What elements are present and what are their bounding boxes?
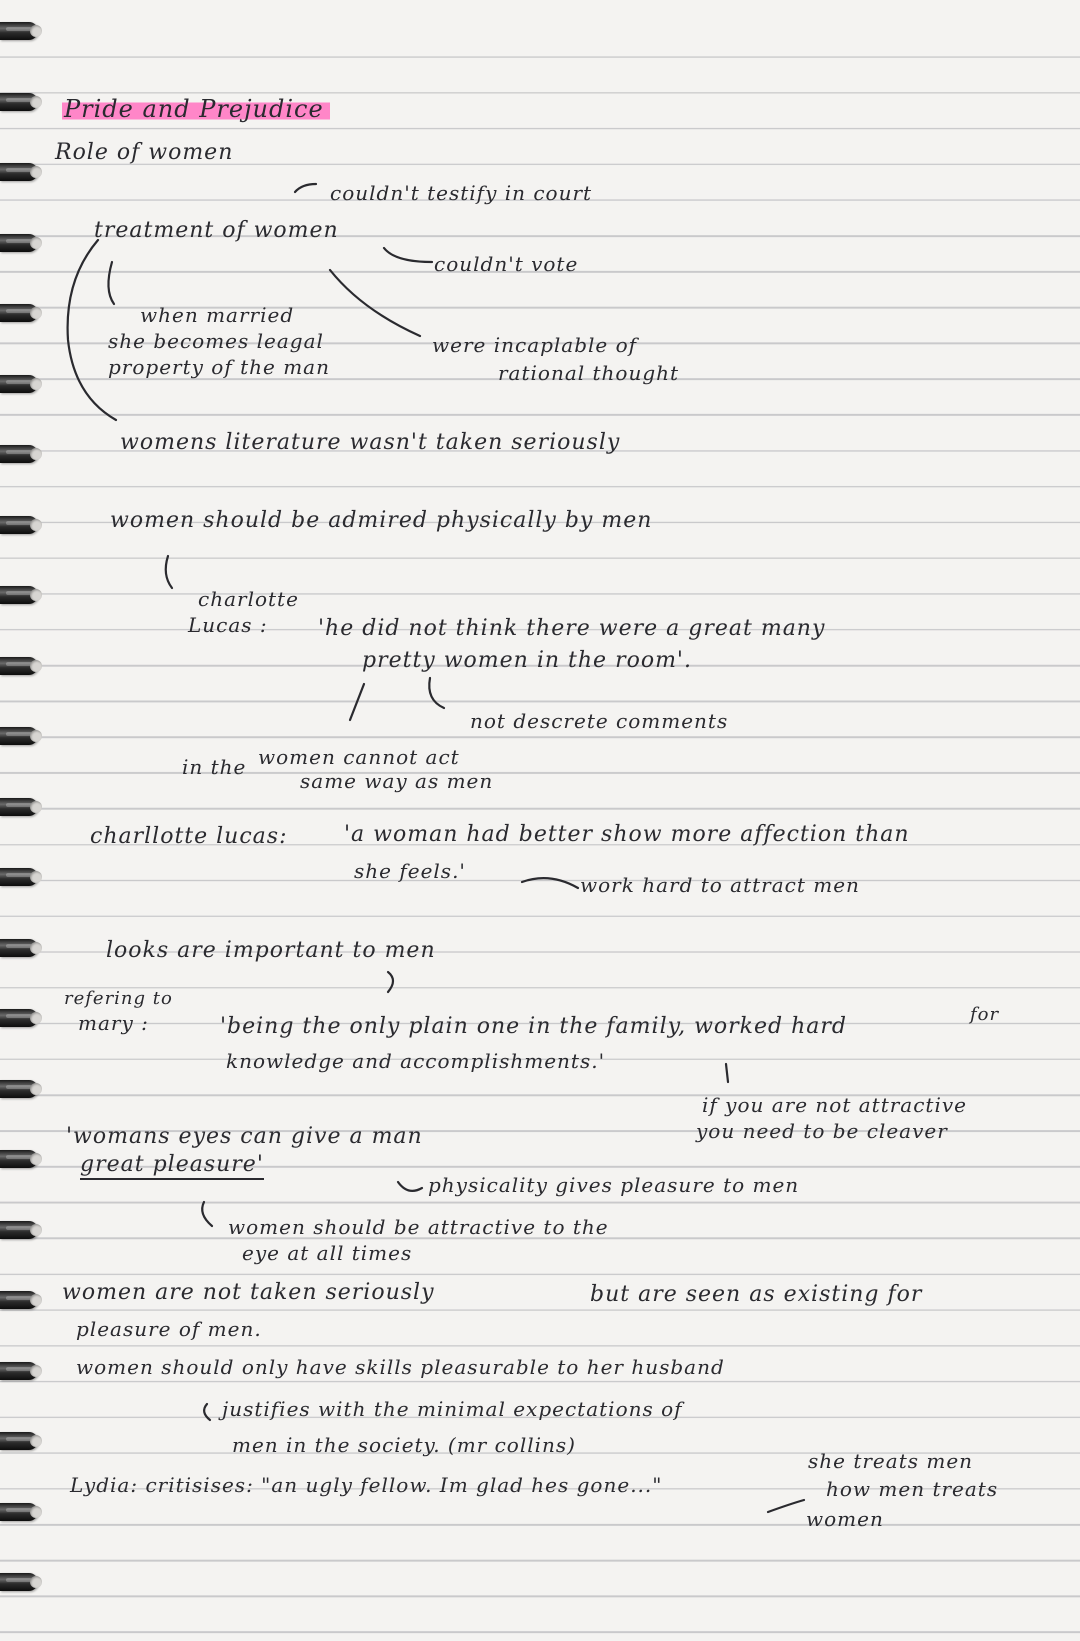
conclusion-line1a: women are not taken seriously	[62, 1280, 435, 1305]
looks-quote-line1: 'being the only plain one in the family, worked hard	[220, 1014, 847, 1039]
spiral-binding	[0, 0, 50, 1641]
binding-hole	[30, 801, 42, 813]
looks-note-line2: you need to be cleaver	[696, 1119, 948, 1143]
binding-hole	[30, 307, 42, 319]
admired-speaker-line2: Lucas :	[188, 613, 268, 637]
incapable-stroke	[330, 270, 420, 336]
admired-note-discrete: not descrete comments	[470, 709, 729, 733]
charlotte-bracket-stroke	[166, 556, 172, 588]
work-arrow-stroke	[522, 878, 578, 888]
admired-heading: women should be admired physically by men	[110, 508, 653, 533]
treatment-branch-court: couldn't testify in court	[330, 181, 593, 205]
treatment-incapable-line1: were incaplable of	[432, 333, 638, 357]
binding-hole	[30, 1506, 42, 1518]
conclusion-note-line2: how men treats	[826, 1477, 999, 1501]
binding-hole	[30, 1435, 42, 1447]
treatment-branch-vote: couldn't vote	[434, 252, 579, 276]
treatment-heading: treatment of women	[94, 218, 339, 243]
admired-note-work: work hard to attract men	[580, 873, 860, 897]
binding-hole	[30, 1365, 42, 1377]
looks-ref-line2: mary :	[78, 1011, 149, 1035]
conclusion-line5: men in the society. (mr collins)	[232, 1433, 576, 1457]
physicality-tilde-stroke	[398, 1182, 422, 1191]
binding-hole	[30, 519, 42, 531]
binding-hole	[30, 730, 42, 742]
conclusion-line1b: but are seen as existing for	[590, 1282, 923, 1307]
admired-speaker2: charllotte lucas:	[90, 824, 288, 849]
lydia-bracket-stroke	[768, 1500, 804, 1512]
treatment-literature: womens literature wasn't taken seriously	[120, 430, 621, 455]
eyes-note-attr-line1: women should be attractive to the	[228, 1215, 609, 1239]
eyes-note-attr-line2: eye at all times	[242, 1241, 413, 1265]
binding-hole	[30, 1083, 42, 1095]
eyes-quote-line1: 'womans eyes can give a man	[66, 1124, 423, 1149]
treatment-married-line3: property of the man	[108, 355, 330, 379]
binding-hole	[30, 166, 42, 178]
conclusion-line2: pleasure of men.	[76, 1317, 262, 1341]
conclusion-line3: women should only have skills pleasurable to her husband	[76, 1355, 725, 1379]
binding-hole	[30, 942, 42, 954]
conclusion-note-line3: women	[806, 1507, 884, 1531]
binding-hole	[30, 96, 42, 108]
page-subtitle: Role of women	[55, 140, 234, 165]
treatment-married-line2: she becomes leagal	[108, 329, 324, 353]
act-slash-stroke	[350, 684, 364, 720]
binding-hole	[30, 378, 42, 390]
discrete-bracket-stroke	[429, 678, 444, 708]
attr-bracket-stroke	[202, 1202, 212, 1226]
admired-speaker-line1: charlotte	[198, 587, 299, 611]
binding-hole	[30, 1294, 42, 1306]
admired-quote2-line1: 'a woman had better show more affection than	[344, 822, 910, 847]
looks-connector-stroke	[388, 972, 393, 992]
binding-hole	[30, 1012, 42, 1024]
married-bracket-stroke	[108, 262, 114, 304]
admired-quote-line2: pretty women in the room'.	[362, 648, 692, 673]
justifies-bracket-stroke	[204, 1404, 210, 1420]
page-title: Pride and Prejudice	[62, 96, 330, 122]
admired-note-act-prefix: in the	[182, 755, 247, 779]
looks-ref-line1: refering to	[64, 988, 173, 1009]
admired-quote-line1: 'he did not think there were a great many	[318, 616, 826, 641]
branch-court-stroke	[295, 184, 316, 192]
eyes-quote-line2: great pleasure'	[80, 1152, 264, 1180]
eyes-note-physicality: physicality gives pleasure to men	[428, 1173, 800, 1197]
binding-hole	[30, 589, 42, 601]
binding-hole	[30, 237, 42, 249]
binding-hole	[30, 871, 42, 883]
binding-hole	[30, 1153, 42, 1165]
admired-quote2-line2: she feels.'	[354, 859, 466, 883]
binding-hole	[30, 25, 42, 37]
admired-note-act-line1: women cannot act	[258, 745, 460, 769]
treatment-incapable-line2: rational thought	[498, 361, 680, 385]
binding-hole	[30, 448, 42, 460]
looks-note-line1: if you are not attractive	[702, 1093, 967, 1117]
conclusion-lydia: Lydia: critisises: "an ugly fellow. Im glad hes gone..."	[70, 1473, 663, 1497]
branch-vote-stroke	[384, 248, 432, 262]
conclusion-note-line1: she treats men	[808, 1449, 974, 1473]
looks-quote-for: for	[970, 1004, 1000, 1025]
binding-hole	[30, 1576, 42, 1588]
admired-note-act-line2: same way as men	[300, 769, 494, 793]
binding-hole	[30, 660, 42, 672]
conclusion-line4: justifies with the minimal expectations of	[222, 1397, 683, 1421]
looks-heading: looks are important to men	[106, 938, 436, 963]
looks-quote-line2: knowledge and accomplishments.'	[226, 1049, 606, 1073]
binding-hole	[30, 1224, 42, 1236]
attractive-connector-stroke	[726, 1064, 728, 1082]
treatment-married-line1: when married	[140, 303, 295, 327]
